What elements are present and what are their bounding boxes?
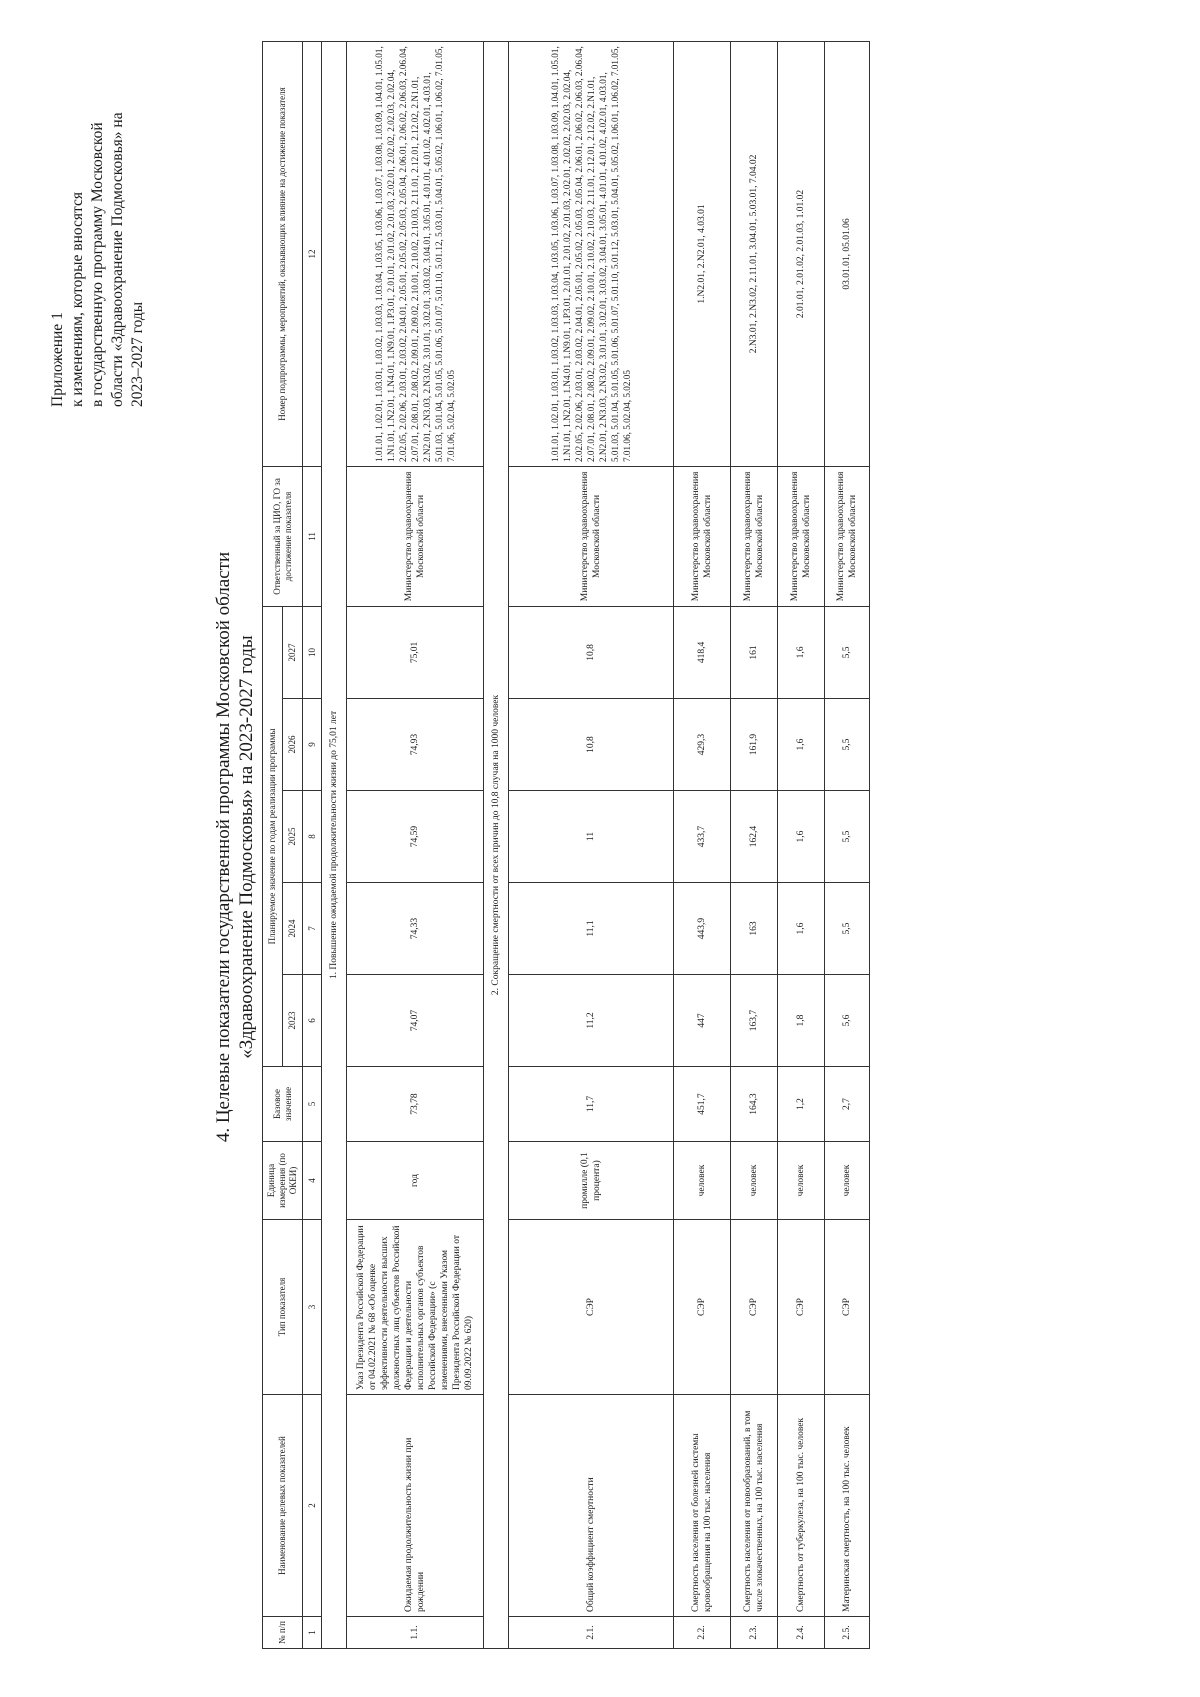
indicators-table bbox=[262, 41, 870, 1649]
row-value-2023: 74,07 bbox=[347, 975, 484, 1067]
row-value-2025: 11 bbox=[509, 791, 674, 883]
table-row bbox=[778, 41, 825, 1648]
table-row bbox=[825, 41, 870, 1648]
row-value-2023: 5,6 bbox=[825, 975, 870, 1067]
row-value-2026: 10,8 bbox=[509, 699, 674, 791]
row-base: 451,7 bbox=[674, 1067, 731, 1142]
row-type: СЭР bbox=[778, 1220, 825, 1395]
row-unit: год bbox=[347, 1142, 484, 1220]
header-row bbox=[263, 41, 283, 1648]
row-codes: 1.N2.01, 2.N2.01, 4.03.01 bbox=[674, 41, 731, 466]
row-value-2024: 11,1 bbox=[509, 883, 674, 975]
row-base: 73,78 bbox=[347, 1067, 484, 1142]
section-heading: 2. Сокращение смертности от всех причин до 10,8 случая на 1000 человек bbox=[484, 41, 509, 1648]
row-value-2023: 447 bbox=[674, 975, 731, 1067]
row-unit: человек bbox=[674, 1142, 731, 1220]
column-number: 7 bbox=[303, 883, 322, 975]
row-responsible: Министерство здравоохранения Московской области bbox=[825, 466, 870, 606]
row-base: 1,2 bbox=[778, 1067, 825, 1142]
column-number: 3 bbox=[303, 1220, 322, 1395]
row-responsible: Министерство здравоохранения Московской области bbox=[731, 466, 778, 606]
title-line: 4. Целевые показатели государственной программы Московской области bbox=[213, 551, 234, 1143]
row-codes: 1.01.01, 1.02.01, 1.03.01, 1.03.02, 1.03.03, 1.03.04, 1.03.05, 1.03.06, 1.03.07, 1.03.08, 1.03.09, 1.04.01, 1.05.01, 1.N1.01, 1.N2.01, 1.N4.01, 1.N9.01, 1.P3.01, 2.01.01, 2.01.02, 2.01.03, 2.02.01, 2.02.02, 2.02.03, 2.02.04, 2.02.05, 2.02.06, 2.03.01, 2.03.02, 2.04.01, 2.05.01, 2.05.02, 2.05.03, 2.05.04, 2.06.01, 2.06.02, 2.06.03, 2.06.04, 2.07.01, 2.08.01, 2.08.02, 2.09.01, 2.09.02, 2.10.01, 2.10.02, 2.10.03, 2.11.01, 2.12.01, 2.12.02, 2.N1.01, 2.N2.01, 2.N3.03, 2.N3.02, 3.01.01, 3.02.01, 3.03.02, 3.04.01, 3.05.01, 4.01.01, 4.01.02, 4.02.01, 4.03.01, 5.01.03, 5.01.04, 5.01.05, 5.01.06, 5.01.07, 5.01.10, 5.01.12, 5.03.01, 5.04.01, 5.05.02, 1.06.01, 1.06.02, 7.01.05, 7.01.06, 5.02.04, 5.02.05 bbox=[347, 41, 484, 466]
section-row-1 bbox=[322, 41, 347, 1648]
row-value-2025: 433,7 bbox=[674, 791, 731, 883]
row-responsible: Министерство здравоохранения Московской области bbox=[674, 466, 731, 606]
table-row bbox=[509, 41, 674, 1648]
section-row-2 bbox=[484, 41, 509, 1648]
row-name: Смертность от туберкулеза, на 100 тыс. человек bbox=[778, 1395, 825, 1617]
row-num: 2.3. bbox=[731, 1617, 778, 1649]
row-value-2024: 74,33 bbox=[347, 883, 484, 975]
column-number: 12 bbox=[303, 41, 322, 466]
row-codes: 1.01.01, 1.02.01, 1.03.01, 1.03.02, 1.03.03, 1.03.04, 1.03.05, 1.03.06, 1.03.07, 1.03.08, 1.03.09, 1.04.01, 1.05.01, 1.N1.01, 1.N2.01, 1.N4.01, 1.N9.01, 1.P3.01, 2.01.01, 2.01.02, 2.01.03, 2.02.01, 2.02.02, 2.02.03, 2.02.04, 2.02.05, 2.02.06, 2.03.01, 2.03.02, 2.04.01, 2.05.01, 2.05.02, 2.05.03, 2.05.04, 2.06.01, 2.06.02, 2.06.03, 2.06.04, 2.07.01, 2.08.01, 2.08.02, 2.09.01, 2.09.02, 2.10.01, 2.10.02, 2.10.03, 2.11.01, 2.12.01, 2.12.02, 2.N1.01, 2.N2.01, 2.N3.03, 2.N3.02, 3.01.01, 3.02.01, 3.03.02, 3.04.01, 3.05.01, 4.01.01, 4.01.02, 4.02.01, 4.03.01, 5.01.03, 5.01.04, 5.01.05, 5.01.06, 5.01.07, 5.01.10, 5.01.12, 5.03.01, 5.04.01, 5.05.02, 1.06.01, 1.06.02, 7.01.05, 7.01.06, 5.02.04, 5.02.05 bbox=[509, 41, 674, 466]
table-row bbox=[347, 41, 484, 1648]
row-base: 11,7 bbox=[509, 1067, 674, 1142]
row-value-2024: 443,9 bbox=[674, 883, 731, 975]
row-value-2026: 5,5 bbox=[825, 699, 870, 791]
column-number: 4 bbox=[303, 1142, 322, 1220]
row-value-2027: 1,6 bbox=[778, 606, 825, 698]
row-value-2024: 5,5 bbox=[825, 883, 870, 975]
header-year-2024: 2024 bbox=[283, 883, 303, 975]
column-number: 10 bbox=[303, 606, 322, 698]
header-year-2023: 2023 bbox=[283, 975, 303, 1067]
row-codes: 2.N3.01, 2.N3.02, 2.11.01, 3.04.01, 5.03.01, 7.04.02 bbox=[731, 41, 778, 466]
row-value-2026: 161,9 bbox=[731, 699, 778, 791]
row-name: Смертность населения от болезней системы кровообращения на 100 тыс. населения bbox=[674, 1395, 731, 1617]
column-number: 1 bbox=[303, 1617, 322, 1649]
row-name: Материнская смертность, на 100 тыс. человек bbox=[825, 1395, 870, 1617]
section-heading: 1. Повышение ожидаемой продолжительности жизни до 75,01 лет bbox=[322, 41, 347, 1648]
row-value-2027: 418,4 bbox=[674, 606, 731, 698]
row-unit: человек bbox=[825, 1142, 870, 1220]
row-responsible: Министерство здравоохранения Московской области bbox=[778, 466, 825, 606]
header-codes: Номер подпрограммы, мероприятий, оказывающих влияние на достижение показателя bbox=[263, 41, 303, 466]
row-value-2023: 11,2 bbox=[509, 975, 674, 1067]
row-name: Ожидаемая продолжительность жизни при рождении bbox=[347, 1395, 484, 1617]
row-value-2027: 10,8 bbox=[509, 606, 674, 698]
row-num: 2.5. bbox=[825, 1617, 870, 1649]
table-row bbox=[731, 41, 778, 1648]
row-value-2025: 162,4 bbox=[731, 791, 778, 883]
row-type: СЭР bbox=[825, 1220, 870, 1395]
column-number: 9 bbox=[303, 699, 322, 791]
row-value-2025: 1,6 bbox=[778, 791, 825, 883]
row-num: 1.1. bbox=[347, 1617, 484, 1649]
row-type: Указ Президента Российской Федерации от 04.02.2021 № 68 «Об оценке эффективности деятельности высших должностных лиц субъектов Российской Федерации и деятельности исполнительных органов субъектов Российской Федерации» (с изменениями, внесенными Указом Президента Российской Федерации от 09.09.2022 № 620) bbox=[347, 1220, 484, 1395]
appendix-note bbox=[48, 27, 148, 407]
table-row bbox=[674, 41, 731, 1648]
row-num: 2.2. bbox=[674, 1617, 731, 1649]
row-type: СЭР bbox=[674, 1220, 731, 1395]
header-type: Тип показателя bbox=[263, 1220, 303, 1395]
row-num: 2.1. bbox=[509, 1617, 674, 1649]
row-responsible: Министерство здравоохранения Московской области bbox=[509, 466, 674, 606]
document-title bbox=[212, 357, 258, 1337]
row-value-2023: 1,8 bbox=[778, 975, 825, 1067]
row-num: 2.4. bbox=[778, 1617, 825, 1649]
row-value-2027: 75,01 bbox=[347, 606, 484, 698]
column-number: 11 bbox=[303, 466, 322, 606]
row-base: 164,3 bbox=[731, 1067, 778, 1142]
column-number: 2 bbox=[303, 1395, 322, 1617]
row-value-2024: 163 bbox=[731, 883, 778, 975]
header-name: Наименование целевых показателей bbox=[263, 1395, 303, 1617]
header-responsible: Ответственный за ЦИО, ГО за достижение показателя bbox=[263, 466, 303, 606]
header-base: Базовое значение bbox=[263, 1067, 303, 1142]
header-num: № п/п bbox=[263, 1617, 303, 1649]
row-type: СЭР bbox=[509, 1220, 674, 1395]
row-unit: человек bbox=[731, 1142, 778, 1220]
appendix-line: 2023–2027 годы bbox=[129, 301, 146, 407]
column-number: 8 bbox=[303, 791, 322, 883]
row-name: Смертность населения от новообразований, в том числе злокачественных, на 100 тыс. населения bbox=[731, 1395, 778, 1617]
row-codes: 03.01.01, 05.01.06 bbox=[825, 41, 870, 466]
column-number: 5 bbox=[303, 1067, 322, 1142]
row-value-2026: 1,6 bbox=[778, 699, 825, 791]
row-base: 2,7 bbox=[825, 1067, 870, 1142]
appendix-line: к изменениям, которые вносятся bbox=[69, 191, 86, 407]
appendix-line: в государственную программу Московской bbox=[89, 122, 106, 407]
row-value-2024: 1,6 bbox=[778, 883, 825, 975]
row-unit: человек bbox=[778, 1142, 825, 1220]
header-year-2026: 2026 bbox=[283, 699, 303, 791]
header-unit: Единица измерения (по ОКЕИ) bbox=[263, 1142, 303, 1220]
header-year-2025: 2025 bbox=[283, 791, 303, 883]
title-line: «Здравоохранение Подмосковья» на 2023-2027 годы bbox=[236, 635, 257, 1059]
row-responsible: Министерство здравоохранения Московской области bbox=[347, 466, 484, 606]
row-value-2025: 5,5 bbox=[825, 791, 870, 883]
appendix-line: области «Здравоохранение Подмосковья» на bbox=[109, 112, 126, 407]
row-value-2027: 5,5 bbox=[825, 606, 870, 698]
column-number: 6 bbox=[303, 975, 322, 1067]
row-value-2023: 163,7 bbox=[731, 975, 778, 1067]
row-value-2026: 74,93 bbox=[347, 699, 484, 791]
row-type: СЭР bbox=[731, 1220, 778, 1395]
column-number-row bbox=[303, 41, 322, 1648]
row-value-2027: 161 bbox=[731, 606, 778, 698]
row-name: Общий коэффициент смертности bbox=[509, 1395, 674, 1617]
row-unit: промилле (0,1 процента) bbox=[509, 1142, 674, 1220]
row-codes: 2.01.01, 2.01.02, 2.01.03, 1.01.02 bbox=[778, 41, 825, 466]
header-planned: Планируемое значение по годам реализации программы bbox=[263, 606, 283, 1066]
row-value-2025: 74,59 bbox=[347, 791, 484, 883]
appendix-line: Приложение 1 bbox=[49, 312, 66, 407]
row-value-2026: 429,3 bbox=[674, 699, 731, 791]
header-year-2027: 2027 bbox=[283, 606, 303, 698]
